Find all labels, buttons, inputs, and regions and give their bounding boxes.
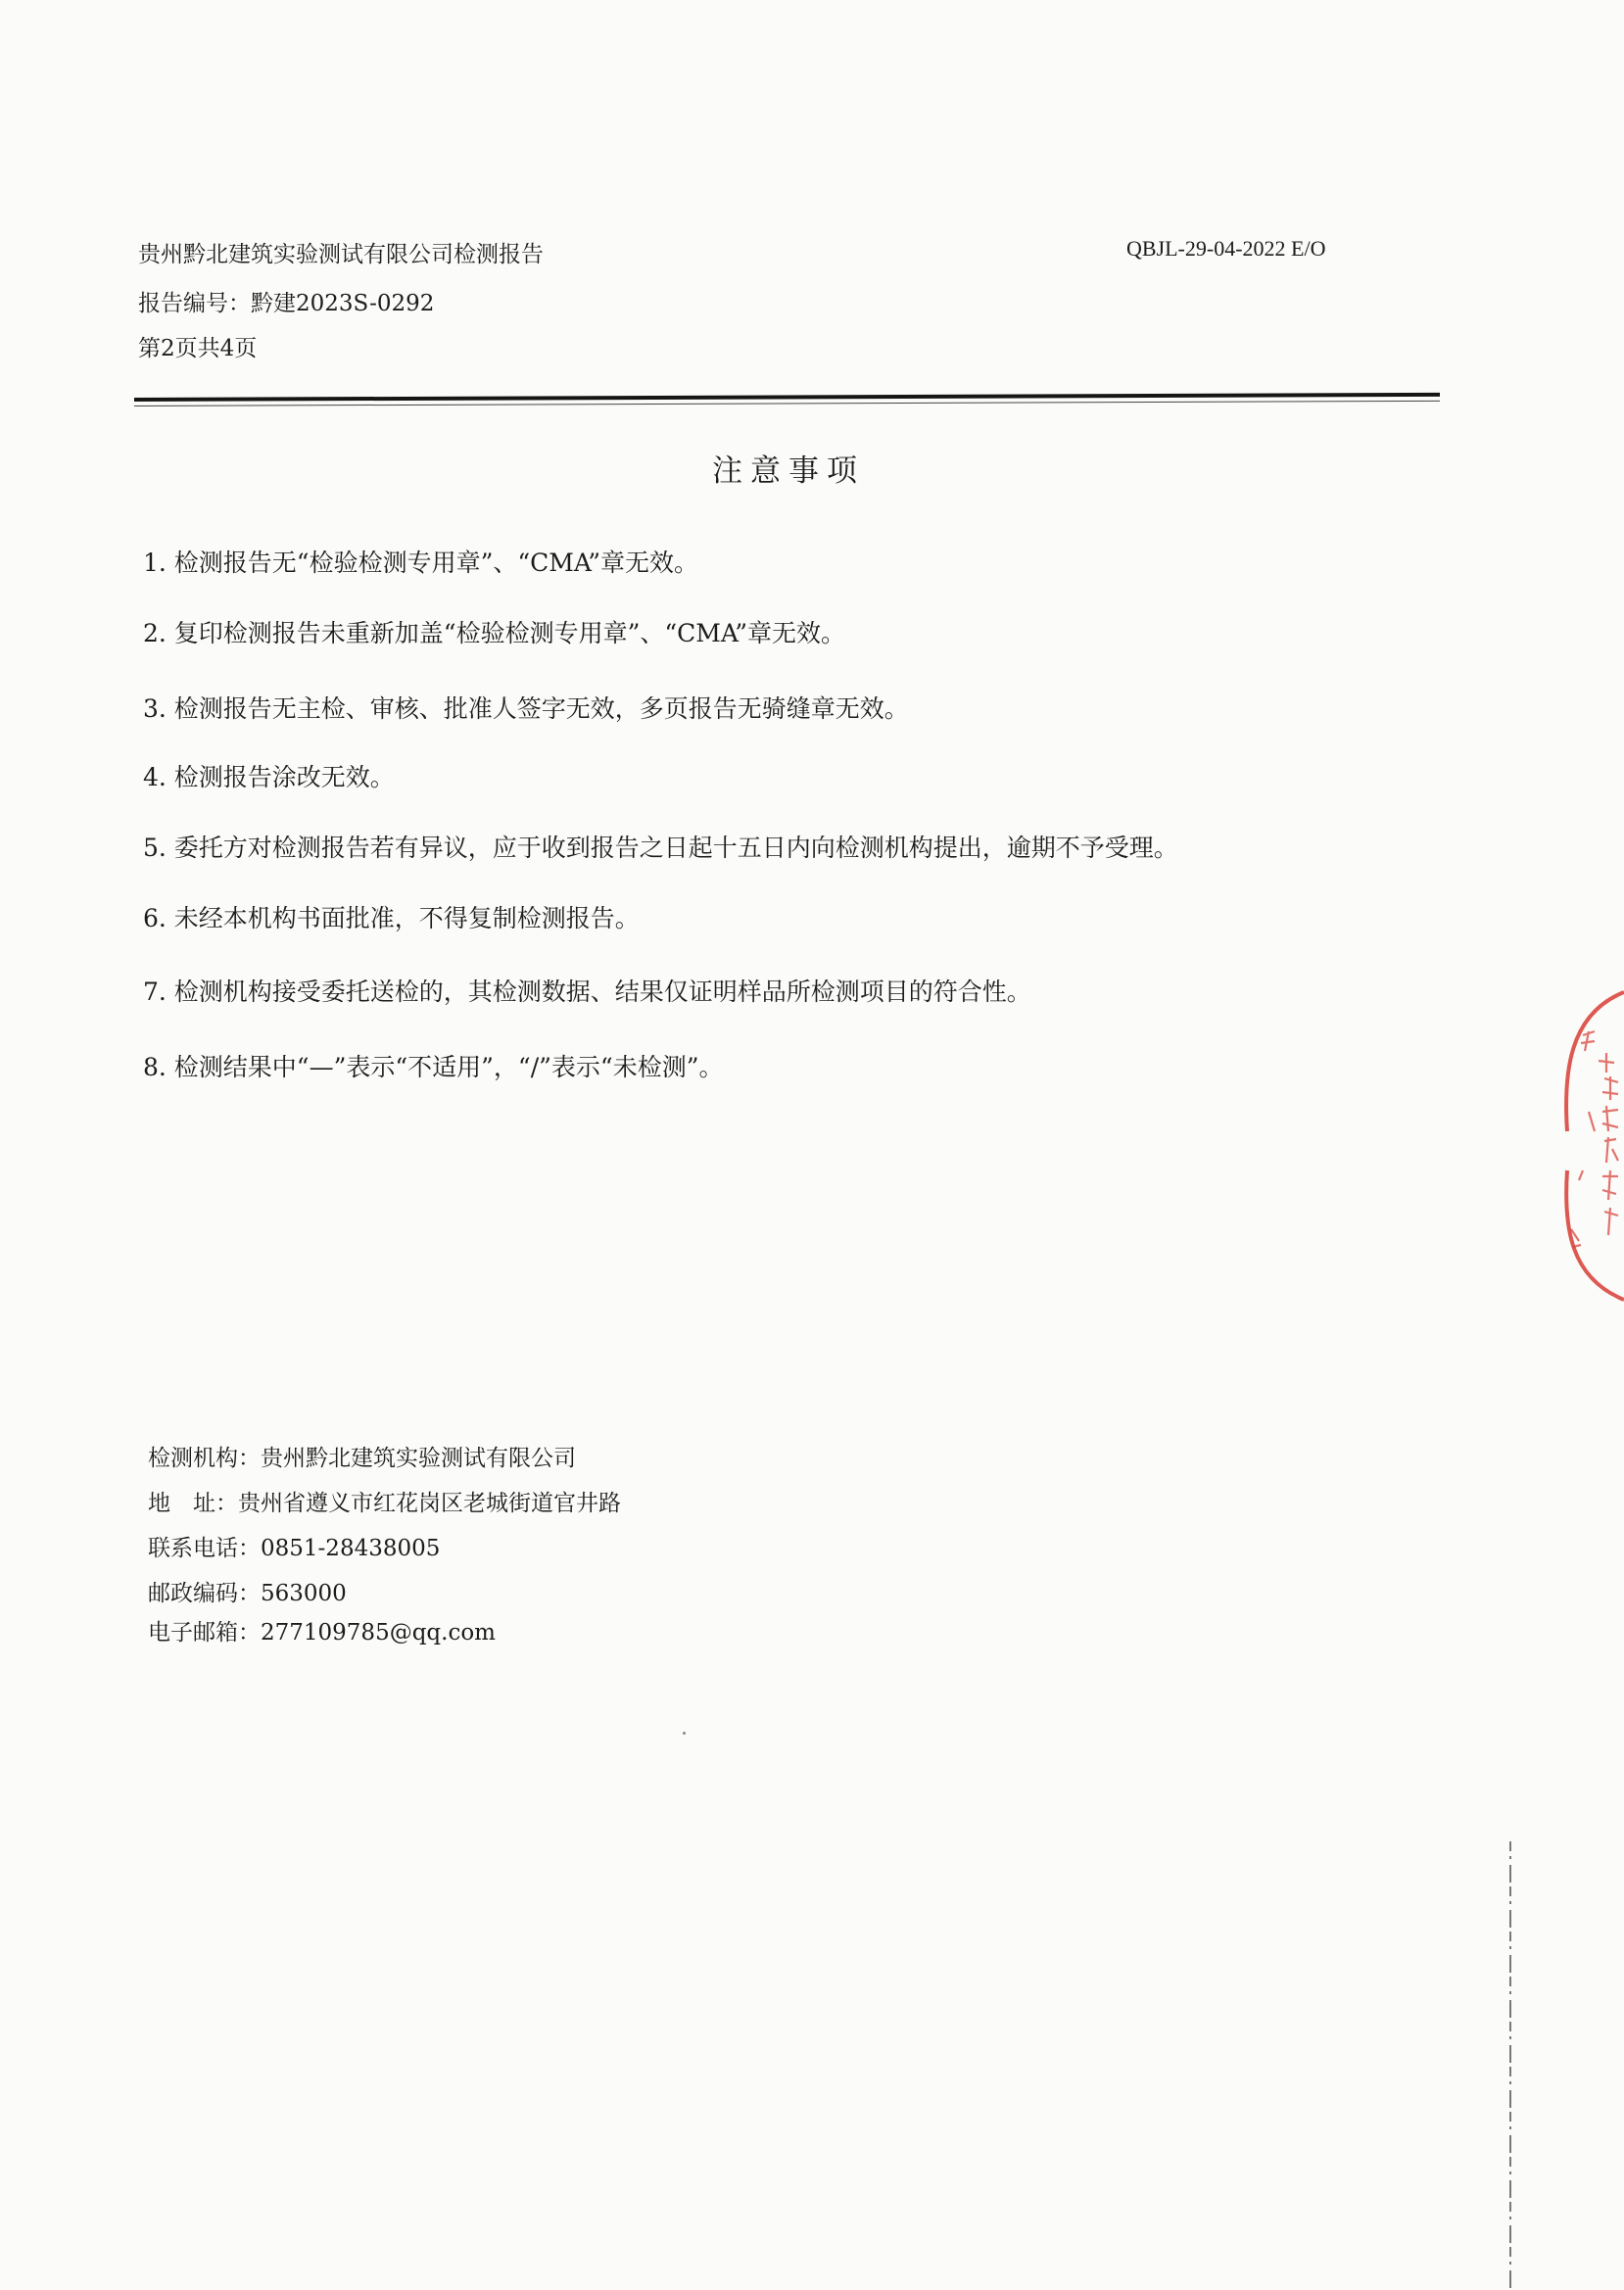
form-code: QBJL-29-04-2022 E/O — [1126, 236, 1326, 261]
contact-phone: 联系电话：0851-28438005 — [148, 1536, 441, 1561]
report-header-company: 贵州黔北建筑实验测试有限公司检测报告 — [138, 242, 544, 267]
header-divider-thin — [134, 401, 1440, 406]
header-divider — [134, 393, 1440, 402]
note-item: 6. 未经本机构书面批准，不得复制检测报告。 — [143, 904, 640, 932]
note-item: 3. 检测报告无主检、审核、批准人签字无效，多页报告无骑缝章无效。 — [143, 694, 909, 723]
seam-stamp — [1559, 984, 1624, 1308]
note-item: 1. 检测报告无“检验检测专用章”、“CMA”章无效。 — [143, 549, 699, 577]
note-item: 7. 检测机构接受委托送检的，其检测数据、结果仅证明样品所检测项目的符合性。 — [143, 978, 1031, 1006]
contact-address: 地 址：贵州省遵义市红花岗区老城街道官井路 — [148, 1491, 621, 1516]
contact-info — [148, 1446, 621, 1665]
notes-list — [143, 549, 1178, 1123]
page-title: 注意事项 — [712, 453, 865, 489]
note-item: 2. 复印检测报告未重新加盖“检验检测专用章”、“CMA”章无效。 — [143, 619, 846, 647]
report-number: 报告编号：黔建2023S-0292 — [138, 291, 435, 316]
page-indicator: 第2页共4页 — [138, 336, 258, 361]
contact-email: 电子邮箱：277109785@qq.com — [148, 1620, 496, 1646]
contact-postcode: 邮政编码：563000 — [148, 1581, 347, 1606]
note-item: 8. 检测结果中“—”表示“不适用”，“/”表示“未检测”。 — [143, 1053, 724, 1081]
scan-edge-mark — [1509, 1841, 1511, 2290]
contact-institution: 检测机构：贵州黔北建筑实验测试有限公司 — [148, 1446, 576, 1471]
note-item: 4. 检测报告涂改无效。 — [143, 763, 395, 791]
scan-speck — [683, 1732, 686, 1735]
note-item: 5. 委托方对检测报告若有异议，应于收到报告之日起十五日内向检测机构提出，逾期不予受理。 — [143, 834, 1178, 862]
